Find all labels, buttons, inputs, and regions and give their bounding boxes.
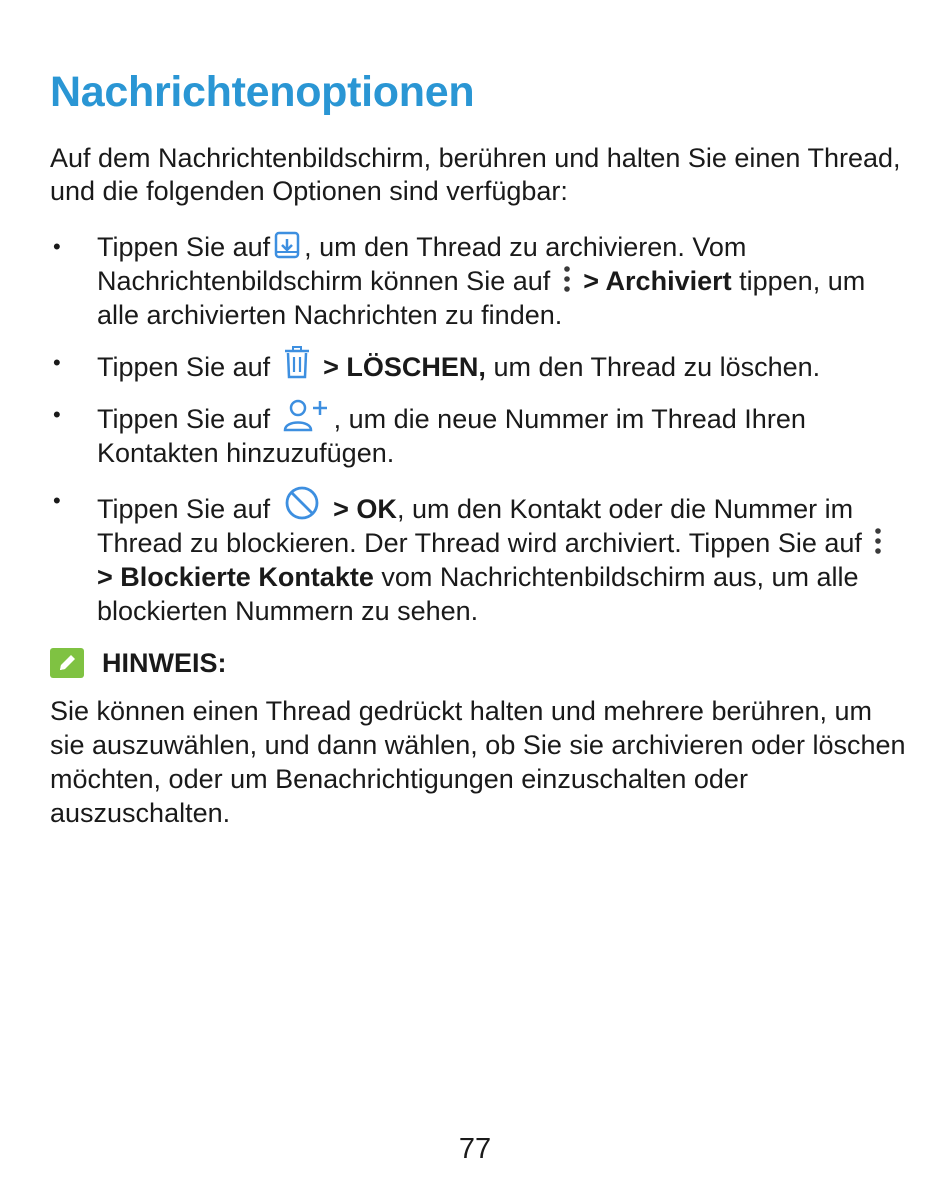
bullet: • xyxy=(53,488,61,513)
bullet: • xyxy=(53,402,61,427)
bullet: • xyxy=(53,234,61,259)
more-vert-icon xyxy=(562,264,572,294)
trash-icon xyxy=(282,346,312,380)
archive-icon xyxy=(274,230,300,260)
list-item: • Tippen Sie auf > OK, um den Kontakt oder die Nummer im Thread zu blockieren. Der Thread wird archiviert. Tippen Sie auf > Blockierte Kontakte vom Nachrichtenbildschirm aus, um alle blockierten Nummern zu sehen. xyxy=(50,484,910,628)
page-number: 77 xyxy=(458,1133,492,1165)
list-item: • Tippen Sie auf , um die neue Nummer im Thread Ihren Kontakten hinzuzufügen. xyxy=(50,398,910,470)
block-icon xyxy=(282,484,322,522)
options-list xyxy=(50,230,910,628)
more-vert-icon xyxy=(873,526,883,556)
pencil-icon xyxy=(50,648,84,678)
add-contact-icon xyxy=(282,398,330,432)
list-item: • Tippen Sie auf , um den Thread zu archivieren. Vom Nachrichtenbildschirm können Sie auf > Archiviert tippen, um alle archivierten Nachrichten zu finden. xyxy=(53,232,866,330)
intro-paragraph: Auf dem Nachrichtenbildschirm, berühren und halten Sie einen Thread, und die folgenden Optionen sind verfügbar: xyxy=(50,143,901,206)
note-heading xyxy=(50,646,910,680)
note-text: Sie können einen Thread gedrückt halten und mehrere berühren, um sie auszuwählen, und dann wählen, ob Sie sie archivieren oder löschen möchten, oder um Benachrichtigungen einzuschalten oder auszuschalten. xyxy=(50,696,906,828)
note-title: HINWEIS: xyxy=(102,648,227,678)
page-title: Nachrichtenoptionen xyxy=(50,68,475,116)
bullet: • xyxy=(53,350,61,375)
document-page xyxy=(50,66,910,857)
list-item: • Tippen Sie auf > LÖSCHEN, um den Thread zu löschen. xyxy=(50,346,910,384)
